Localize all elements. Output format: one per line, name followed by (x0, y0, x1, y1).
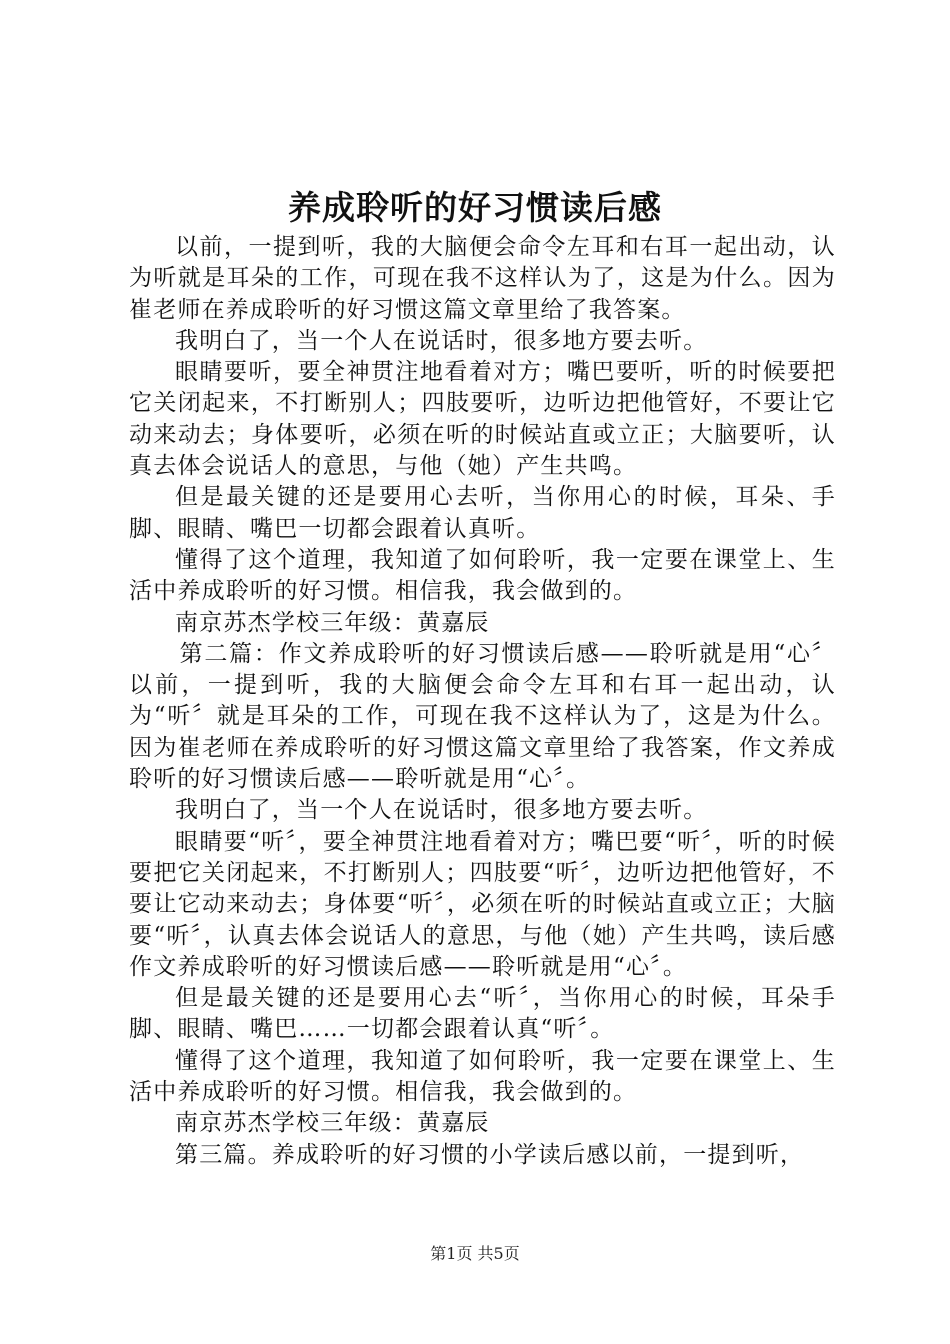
paragraph: 懂得了这个道理，我知道了如何聆听，我一定要在课堂上、生活中养成聆听的好习惯。相信我，我会做到的。 (129, 546, 836, 605)
document-body (129, 232, 836, 1171)
paragraph: 但是最关键的还是要用心去“听〞，当你用心的时候，耳朵手脚、眼睛、嘴巴……一切都会跟着认真“听〞。 (129, 985, 836, 1043)
document-title: 养成聆听的好习惯读后感 (288, 188, 662, 227)
author-line: 南京苏杰学校三年级：黄嘉辰 (175, 609, 490, 636)
section-heading-paragraph: 第三篇。养成聆听的好习惯的小学读后感以前，一提到听， (175, 1141, 805, 1168)
paragraph: 眼睛要“听〞，要全神贯注地看着对方；嘴巴要“听〞，听的时候要把它关闭起来，不打断别人；四肢要“听〞，边听边把他管好，不要让它动来动去；身体要“听〞，必须在听的时候站直或立正；大脑要“听〞，认真去体会说话人的意思，与他（她）产生共鸣，读后感作文养成聆听的好习惯读后感——聆听就是用“心〞。 (129, 828, 836, 980)
paragraph: 懂得了这个道理，我知道了如何聆听，我一定要在课堂上、生活中养成聆听的好习惯。相信我，我会做到的。 (129, 1047, 836, 1106)
paragraph: 眼睛要听，要全神贯注地看着对方；嘴巴要听，听的时候要把它关闭起来，不打断别人；四肢要听，边听边把他管好，不要让它动来动去；身体要听，必须在听的时候站直或立正；大脑要听，认真去体会说话人的意思，与他（她）产生共鸣。 (129, 359, 836, 480)
author-line: 南京苏杰学校三年级：黄嘉辰 (175, 1110, 490, 1137)
paragraph: 我明白了，当一个人在说话时，很多地方要去听。 (175, 797, 708, 824)
section-heading-paragraph: 第二篇：作文养成聆听的好习惯读后感——聆听就是用“心〞以前，一提到听，我的大脑便会命令左耳和右耳一起出动，认为“听〞就是耳朵的工作，可现在我不这样认为了，这是为什么。因为崔老师在养成聆听的好习惯这篇文章里给了我答案，作文养成聆听的好习惯读后感——聆听就是用“心〞。 (129, 640, 836, 793)
paragraph: 我明白了，当一个人在说话时，很多地方要去听。 (175, 327, 708, 354)
paragraph: 但是最关键的还是要用心去听，当你用心的时候，耳朵、手脚、眼睛、嘴巴一切都会跟着认真听。 (129, 484, 836, 542)
page-footer: 第1页 共5页 (430, 1244, 520, 1263)
paragraph: 以前，一提到听，我的大脑便会命令左耳和右耳一起出动，认为听就是耳朵的工作，可现在我不这样认为了，这是为什么。因为崔老师在养成聆听的好习惯这篇文章里给了我答案。 (129, 234, 836, 323)
